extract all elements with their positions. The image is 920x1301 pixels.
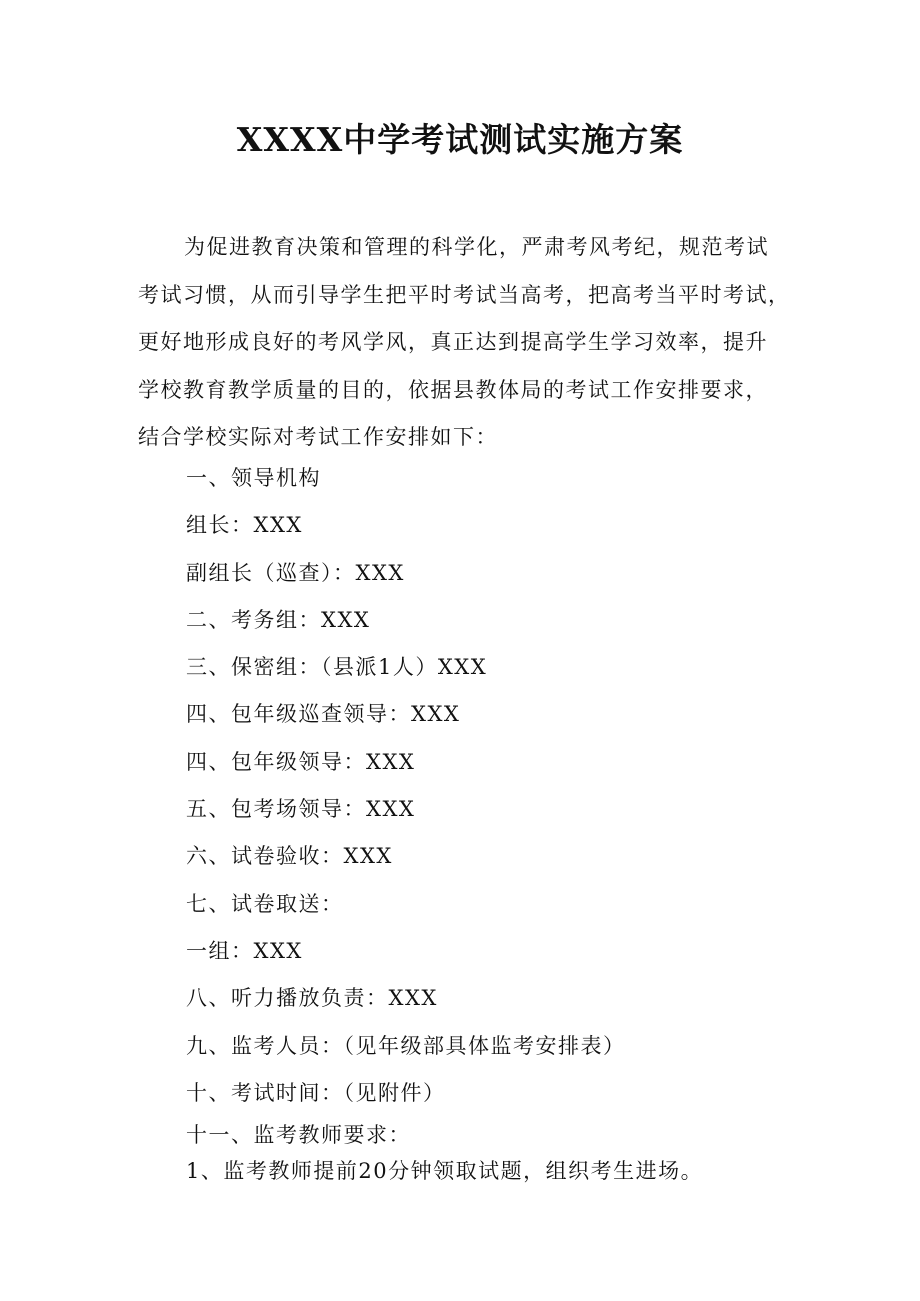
- section-item: 八、听力播放负责：XXX: [186, 986, 438, 1011]
- section-item: 五、包考场领导：XXX: [186, 797, 416, 822]
- intro-line: 结合学校实际对考试工作安排如下：: [138, 425, 498, 449]
- intro-paragraph: [138, 224, 798, 462]
- section-item: 十一、监考教师要求：: [186, 1123, 411, 1148]
- section-item: 二、考务组：XXX: [186, 607, 371, 632]
- section-item: 七、试卷取送：: [186, 891, 344, 916]
- section-item: 四、包年级领导：XXX: [186, 749, 416, 774]
- section-item: 六、试卷验收：XXX: [186, 844, 393, 869]
- section-list: [186, 455, 703, 1189]
- section-item: 十、考试时间：（见附件）: [186, 1080, 446, 1105]
- intro-line: 为促进教育决策和管理的科学化，严肃考风考纪，规范考试: [184, 235, 769, 259]
- section-item: 四、包年级巡查领导：XXX: [186, 702, 461, 727]
- section-item: 三、保密组：（县派1人）XXX: [186, 655, 488, 680]
- document-title: XXXX中学考试测试实施方案: [236, 120, 684, 159]
- intro-line: 学校教育教学质量的目的，依据县教体局的考试工作安排要求，: [138, 377, 768, 402]
- section-item: 九、监考人员：（见年级部具体监考安排表）: [186, 1033, 626, 1058]
- intro-line: 更好地形成良好的考风学风，真正达到提高学生学习效率，提升: [138, 330, 768, 354]
- section-item: 一组：XXX: [186, 938, 303, 963]
- section-item: 1、监考教师提前20分钟领取试题，组织考生进场。: [186, 1159, 704, 1184]
- section-item: 一、领导机构: [186, 466, 321, 490]
- intro-line: 考试习惯，从而引导学生把平时考试当高考，把高考当平时考试，: [138, 282, 791, 307]
- section-item: 副组长（巡查）：XXX: [186, 560, 405, 585]
- section-item: 组长：XXX: [186, 513, 303, 538]
